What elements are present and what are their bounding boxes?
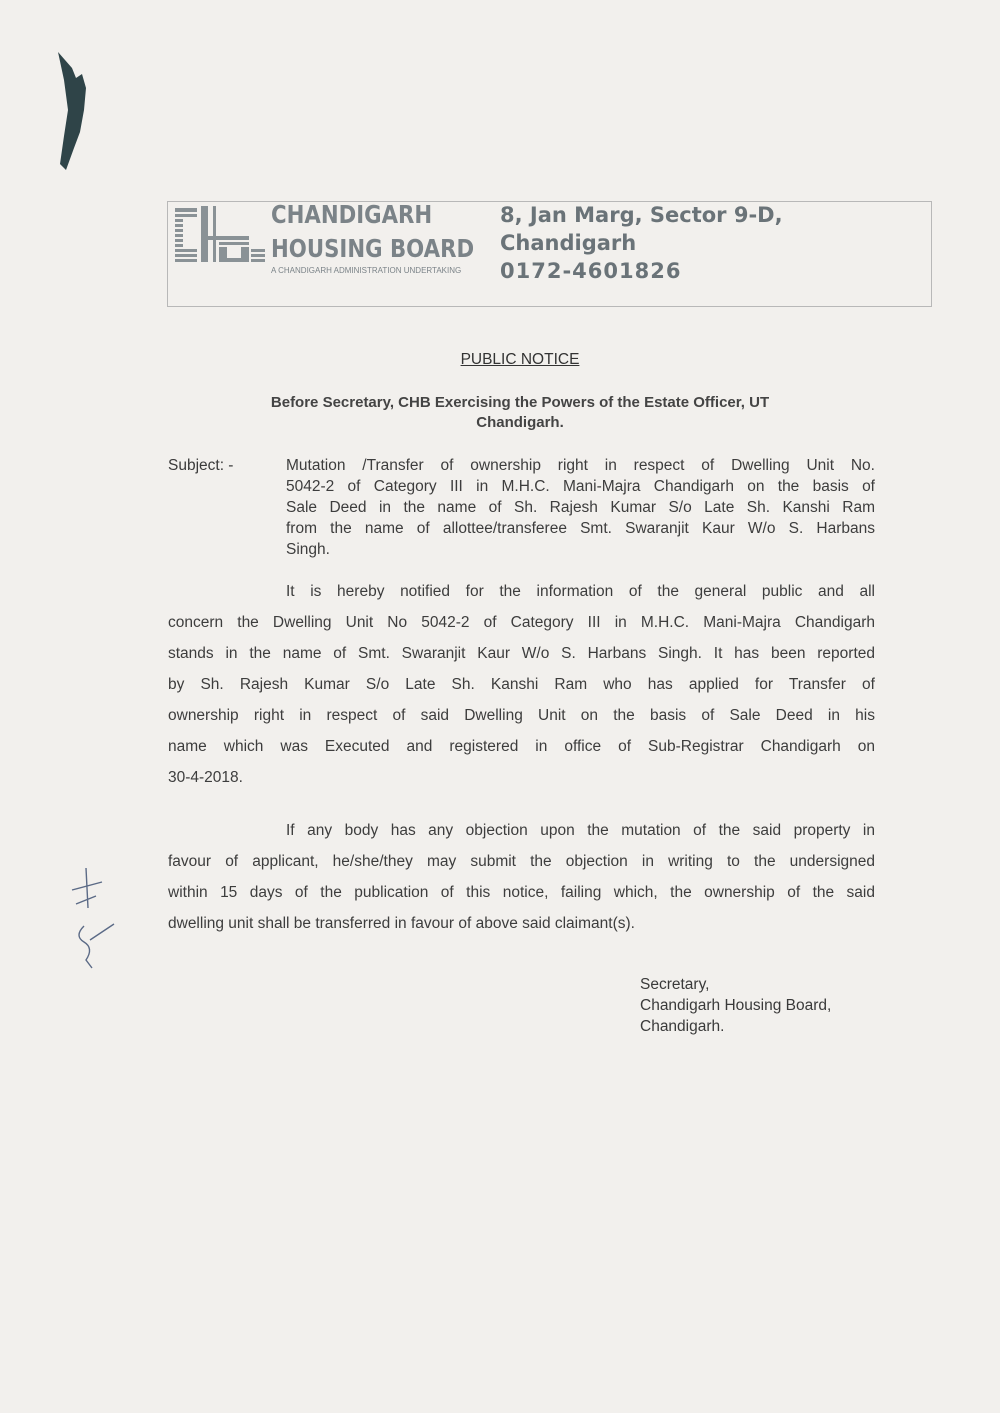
org-name-line2: HOUSING BOARD — [271, 234, 475, 263]
org-tagline: A CHANDIGARH ADMINISTRATION UNDERTAKING — [271, 266, 462, 275]
scan-edge-mark — [50, 40, 100, 180]
p1-line: by Sh. Rajesh Kumar S/o Late Sh. Kanshi Ram who has applied for Transfer of — [168, 676, 875, 693]
signature-title: Secretary, — [640, 976, 710, 993]
subj-line: from the name of allottee/transferee Smt. Swaranjit Kaur W/o S. Harbans — [286, 520, 875, 537]
subj-line: 5042-2 of Category III in M.H.C. Mani-Majra Chandigarh on the basis of — [286, 478, 875, 495]
before-line-2: Chandigarh. — [476, 414, 564, 431]
chb-logo-icon — [175, 206, 267, 266]
address-line2: Chandigarh — [500, 231, 637, 255]
org-name-line1: CHANDIGARH — [271, 200, 433, 229]
p2-line: If any body has any objection upon the mutation of the said property in — [286, 822, 875, 839]
phone-number: 0172-4601826 — [500, 259, 682, 283]
p1-line: 30-4-2018. — [168, 769, 243, 786]
p2-line: favour of applicant, he/she/they may submit the objection in writing to the undersigned — [168, 853, 875, 870]
notice-title: PUBLIC NOTICE — [460, 351, 580, 368]
before-line-1: Before Secretary, CHB Exercising the Powers of the Estate Officer, UT — [270, 394, 770, 411]
p1-line: stands in the name of Smt. Swaranjit Kaur W/o S. Harbans Singh. It has been reported — [168, 645, 875, 662]
subj-line: Sale Deed in the name of Sh. Rajesh Kumar S/o Late Sh. Kanshi Ram — [286, 499, 875, 516]
signature-org: Chandigarh Housing Board, — [640, 997, 832, 1014]
subj-line: Mutation /Transfer of ownership right in respect of Dwelling Unit No. — [286, 457, 875, 474]
p1-line: concern the Dwelling Unit No 5042-2 of Category III in M.H.C. Mani-Majra Chandigarh — [168, 614, 875, 631]
p1-line: name which was Executed and registered in office of Sub-Registrar Chandigarh on — [168, 738, 875, 755]
address-line1: 8, Jan Marg, Sector 9-D, — [500, 203, 783, 227]
subj-line: Singh. — [286, 541, 330, 558]
p1-line: ownership right in respect of said Dwelling Unit on the basis of Sale Deed in his — [168, 707, 875, 724]
p2-line: dwelling unit shall be transferred in favour of above said claimant(s). — [168, 915, 635, 932]
p2-line: within 15 days of the publication of this notice, failing which, the ownership of the said — [168, 884, 875, 901]
subject-label: Subject: - — [168, 457, 234, 474]
p1-line: It is hereby notified for the information of the general public and all — [286, 583, 875, 600]
signature-city: Chandigarh. — [640, 1018, 725, 1035]
handwritten-initials — [62, 860, 122, 975]
